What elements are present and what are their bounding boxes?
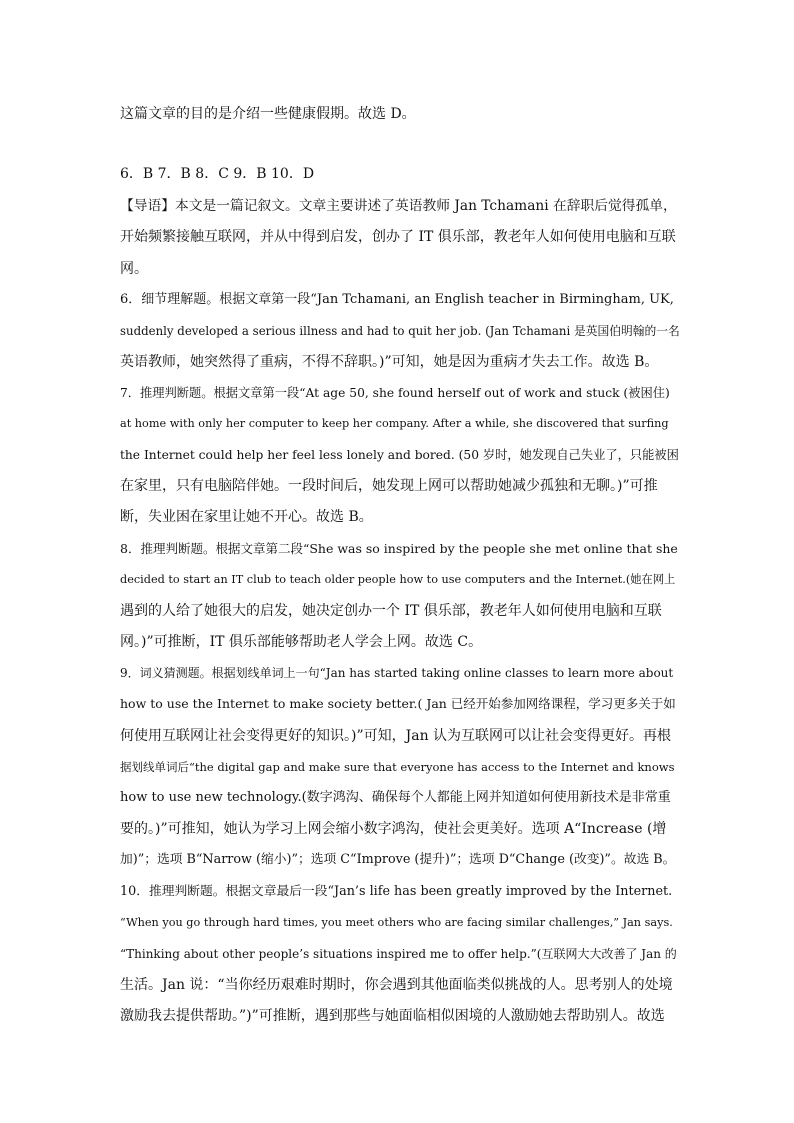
text-line: decided to start an IT club to teach older people how to use computers and the Internet.(她在网上	[120, 573, 676, 586]
text-line: “Thinking about other people’s situations inspired me to offer help.”(互联网大大改善了 Jan 的	[120, 947, 677, 961]
text-line: “When you go through hard times, you meet others who are facing similar challenges,” Jan says.	[120, 916, 673, 929]
text-line: 7．推理判断题。根据文章第一段“At age 50, she found herself out of work and stuck (被困住)	[120, 386, 670, 400]
text-line: 9．词义猜测题。根据划线单词上一句“Jan has started taking online classes to learn more about	[120, 666, 674, 680]
text-line: suddenly developed a serious illness and had to quit her job. (Jan Tchamani 是英国伯明翰的一名	[120, 324, 680, 338]
text-line: how to use the Internet to make society better.( Jan 已经开始参加网络课程，学习更多关于如	[120, 696, 676, 711]
text-line: 网。)”可推断，IT 俱乐部能够帮助老人学会上网。故选 C。	[120, 634, 483, 650]
text-line: the Internet could help her feel less lonely and bored. (50 岁时，她发现自己失业了，只能被困	[120, 448, 679, 462]
text-line: how to use new technology.(数字鸿沟、确保每个人都能上网并知道如何使用新技术是非常重	[120, 790, 671, 805]
text-line: 何使用互联网让社会变得更好的知识。)”可知，Jan 认为互联网可以让社会变得更好。再根	[120, 728, 672, 744]
text-line: 生活。Jan 说：“当你经历艰难时期时，你会遇到其他面临类似挑战的人。思考别人的处境	[120, 977, 673, 993]
text-line: 在家里，只有电脑陪伴她。一段时间后，她发现上网可以帮助她减少孤独和无聊。)”可推	[120, 478, 658, 494]
text-line: 【导语】本文是一篇记叙文。文章主要讲述了英语教师 Jan Tchamani 在辞职后觉得孤单，	[120, 198, 677, 214]
text-line: 开始频繁接触互联网，并从中得到启发，创办了 IT 俱乐部，教老年人如何使用电脑和互联	[120, 229, 676, 245]
text-line: 8．推理判断题。根据文章第二段“She was so inspired by the people she met online that she	[120, 541, 678, 556]
text-line: 这篇文章的目的是介绍一些健康假期。故选 D。	[120, 106, 416, 122]
text-line: 要的。)”可推知，她认为学习上网会缩小数字鸿沟，使社会更美好。选项 A“Increase (增	[120, 821, 667, 837]
text-line: 10．推理判断题。根据文章最后一段“Jan’s life has been greatly improved by the Internet.	[120, 884, 673, 899]
text-line: 英语教师，她突然得了重病，不得不辞职。)”可知，她是因为重病才失去工作。故选 B。	[120, 354, 659, 370]
text-line: 网。	[120, 261, 148, 277]
text-line: 据划线单词后“the digital gap and make sure that everyone has access to the Internet and knows	[120, 760, 675, 774]
text-line: 断，失业困在家里让她不开心。故选 B。	[120, 509, 373, 525]
text-line: 6．细节理解题。根据文章第一段“Jan Tchamani, an English teacher in Birmingham, UK,	[120, 292, 674, 307]
text-line: at home with only her computer to keep her company. After a while, she discovered that surfing	[120, 417, 669, 430]
text-line: 遇到的人给了她很大的启发，她决定创办一个 IT 俱乐部，教老年人如何使用电脑和互联	[120, 603, 662, 619]
text-line: 加)”；选项 B“Narrow (缩小)”；选项 C“Improve (提升)”；选项 D“Change (改变)”。故选 B。	[120, 852, 676, 867]
answer-key-line: 6．B 7．B 8．C 9．B 10．D	[120, 166, 315, 182]
text-line: 激励我去提供帮助。”)”可推断，遇到那些与她面临相似困境的人激励她去帮助别人。故选	[120, 1008, 665, 1024]
